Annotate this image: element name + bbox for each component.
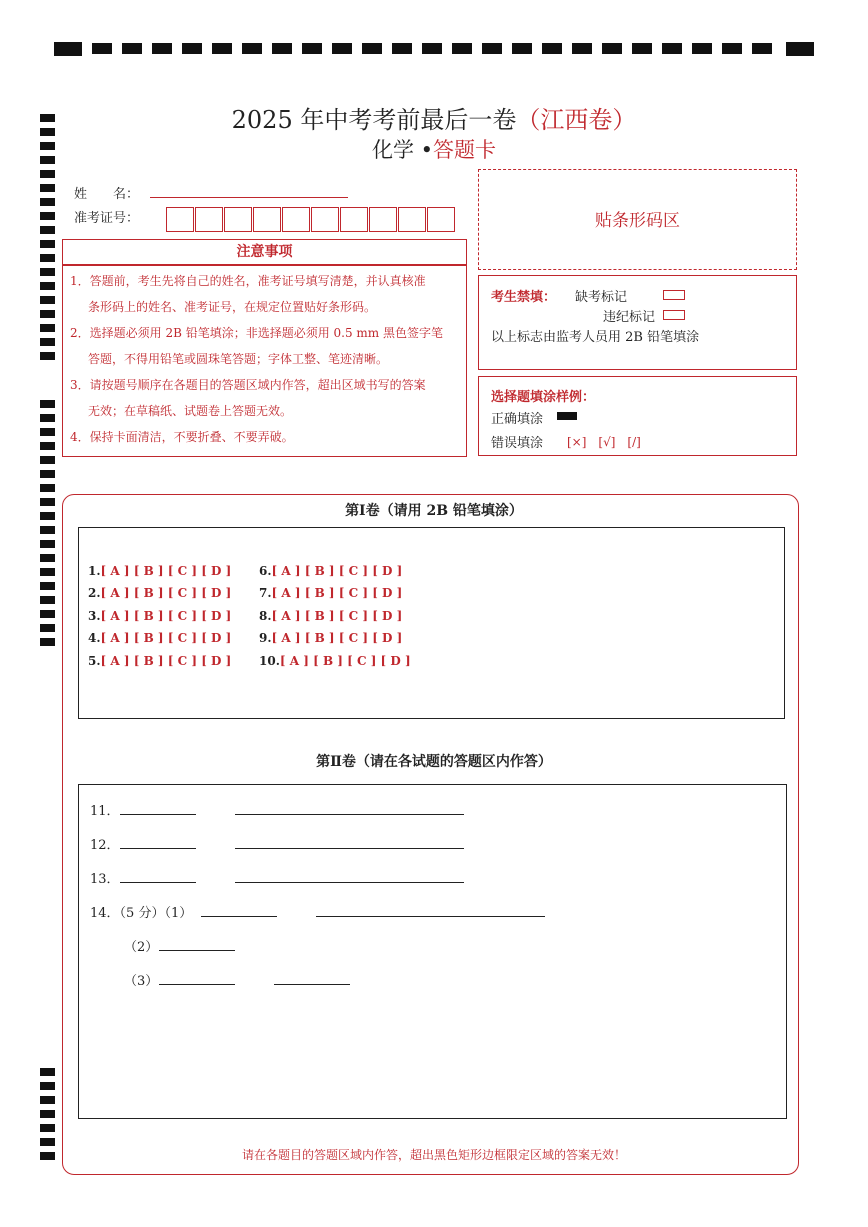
notice-item: 1．答题前，考生先将自己的姓名，准考证号填写清楚，并认真核准 <box>70 274 426 288</box>
q12-label: 12． <box>90 838 120 853</box>
q11-blank-1[interactable] <box>120 814 196 815</box>
violation-mark-box[interactable] <box>663 310 685 320</box>
name-field[interactable] <box>150 197 348 198</box>
q14-3-label: （3） <box>124 974 159 989</box>
part1-title: 第Ⅰ卷（请用 2B 铅笔填涂） <box>345 503 523 519</box>
sample-box <box>478 376 797 456</box>
q13-blank-2[interactable] <box>235 882 464 883</box>
notice-title: 注意事项 <box>236 244 293 260</box>
barcode-label: 贴条形码区 <box>595 211 680 231</box>
notice-item: 条形码上的姓名、准考证号，在规定位置贴好条形码。 <box>88 300 377 314</box>
notice-title-box <box>62 239 467 265</box>
q11-blank-2[interactable] <box>235 814 464 815</box>
q12-blank-2[interactable] <box>235 848 464 849</box>
part1-panel <box>78 527 785 719</box>
mcq-row[interactable]: 8.[ A ] [ B ] [ C ] [ D ] <box>259 609 403 623</box>
part2-panel <box>78 784 787 1119</box>
notice-item: 无效；在草稿纸、试题卷上答题无效。 <box>88 404 293 418</box>
forbidden-title: 考生禁填： <box>491 290 557 305</box>
footer-warning: 请在各题目的答题区域内作答，超出黑色矩形边框限定区域的答案无效！ <box>241 1148 626 1162</box>
mcq-row[interactable]: 1.[ A ] [ B ] [ C ] [ D ] <box>88 564 232 578</box>
wrong-mark-samples: [×] [√] [/] <box>567 435 641 449</box>
mcq-row[interactable]: 10.[ A ] [ B ] [ C ] [ D ] <box>259 654 411 668</box>
q12-blank-1[interactable] <box>120 848 196 849</box>
forbidden-box <box>478 275 797 370</box>
wrong-label: 错误填涂 <box>491 436 544 451</box>
absent-mark-box[interactable] <box>663 290 685 300</box>
notice-item: 答题，不得用铅笔或圆珠笔答题；字体工整、笔迹清晰。 <box>88 352 389 366</box>
q13-blank-1[interactable] <box>120 882 196 883</box>
sample-title: 选择题填涂样例： <box>491 390 596 405</box>
notice-item: 3．请按题号顺序在各题目的答题区域内作答，超出区域书写的答案 <box>70 378 426 392</box>
notice-item: 2．选择题必须用 2B 铅笔填涂；非选择题必须用 0.5 mm 黑色签字笔 <box>70 326 444 340</box>
part2-title: 第Ⅱ卷（请在各试题的答题区内作答） <box>316 754 552 770</box>
card-label: 答题卡 <box>433 138 497 162</box>
notice-item: 4．保持卡面清洁，不要折叠、不要弄破。 <box>70 430 294 444</box>
mcq-row[interactable]: 2.[ A ] [ B ] [ C ] [ D ] <box>88 586 232 600</box>
q13-label: 13． <box>90 872 120 887</box>
mcq-row[interactable]: 6.[ A ] [ B ] [ C ] [ D ] <box>259 564 403 578</box>
q14-2-label: （2） <box>124 940 159 955</box>
barcode-area <box>478 169 797 270</box>
violation-label: 违纪标记 <box>603 310 656 325</box>
exam-id-label: 准考证号： <box>74 211 140 226</box>
forbidden-note: 以上标志由监考人员用 2B 铅笔填涂 <box>491 330 700 345</box>
mcq-row[interactable]: 7.[ A ] [ B ] [ C ] [ D ] <box>259 586 403 600</box>
correct-label: 正确填涂 <box>491 412 544 427</box>
q14-2-blank[interactable] <box>159 950 235 951</box>
name-label: 姓 名： <box>74 187 140 202</box>
q14-1-blank-1[interactable] <box>201 916 277 917</box>
q11-label: 11． <box>90 804 120 819</box>
filled-mark-sample <box>557 412 577 420</box>
region-label: （江西卷） <box>516 106 637 134</box>
absent-label: 缺考标记 <box>575 290 628 305</box>
q14-3-blank-2[interactable] <box>274 984 350 985</box>
q14-3-blank-1[interactable] <box>159 984 235 985</box>
page-title: 2025 年中考考前最后一卷（江西卷） <box>231 106 637 134</box>
mcq-row[interactable]: 5.[ A ] [ B ] [ C ] [ D ] <box>88 654 232 668</box>
mcq-row[interactable]: 3.[ A ] [ B ] [ C ] [ D ] <box>88 609 232 623</box>
q14-label: 14．（5 分）（1） <box>90 906 193 921</box>
mcq-row[interactable]: 9.[ A ] [ B ] [ C ] [ D ] <box>259 631 403 645</box>
mcq-row[interactable]: 4.[ A ] [ B ] [ C ] [ D ] <box>88 631 232 645</box>
q14-1-blank-2[interactable] <box>316 916 545 917</box>
page-subtitle: 化学 •答题卡 <box>371 138 497 162</box>
